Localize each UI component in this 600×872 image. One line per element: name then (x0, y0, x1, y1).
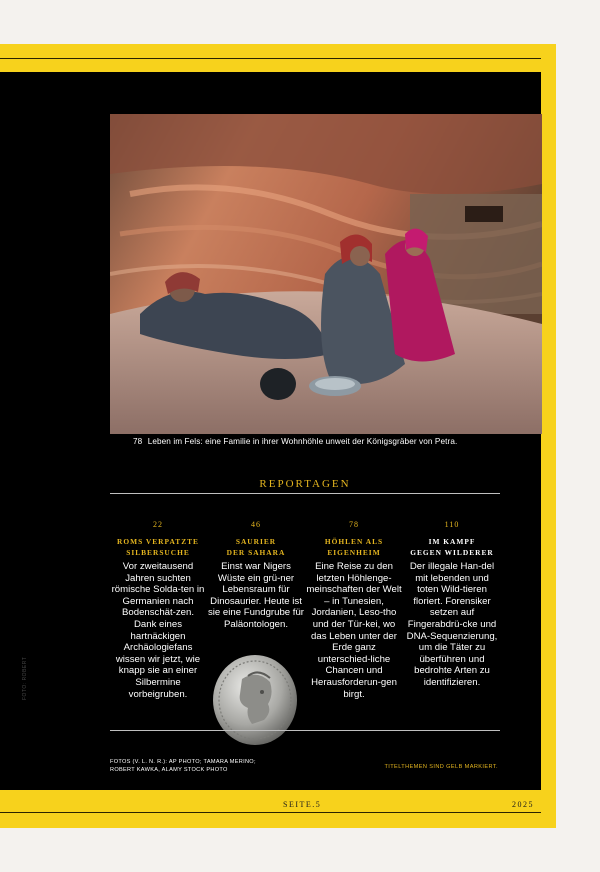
article-teaser: Vor zweitausend Jahren suchten römische Solda-ten in Germanien nach Bodenschät-zen. Dank eines hartnäckigen Archäologiefans wissen wir jetzt, wie knapp sie an einer Silbermine vorbeigruben. (111, 561, 205, 700)
frame-rule-bottom (0, 812, 541, 813)
caption-text: Leben im Fels: eine Familie in ihrer Wohnhöhle unweit der Königsgräber von Petra. (147, 437, 458, 446)
section-rule-bottom (110, 730, 500, 731)
roman-coin-image (212, 654, 298, 746)
article-title: ROMS VERPATZTE SILBERSUCHE (117, 537, 199, 557)
footer-page-label: SEITE.5 (283, 800, 322, 809)
cover-photo[interactable] (110, 114, 542, 434)
side-credit: FOTO: ROBERT (22, 656, 28, 700)
article-title: SAURIER DER SAHARA (226, 537, 286, 557)
article-title: HÖHLEN ALS EIGENHEIM (324, 537, 384, 557)
article-page-number: 78 (349, 520, 359, 529)
article-saurier[interactable] (208, 520, 304, 631)
legend-note: TITELTHEMEN SIND GELB MARKIERT. (384, 764, 498, 770)
article-hoehlen[interactable] (306, 520, 402, 700)
section-rule-top (110, 493, 500, 494)
photo-credits: FOTOS (V. L. N. R.): AP PHOTO; TAMARA MERINO; ROBERT KAWKA, ALAMY STOCK PHOTO (110, 759, 256, 773)
article-page-number: 22 (153, 520, 163, 529)
article-page-number: 46 (251, 520, 261, 529)
footer-year: 2025 (512, 800, 534, 809)
photo-caption (133, 437, 533, 446)
frame-rule-top (0, 58, 541, 59)
caption-page-number: 78 (133, 437, 143, 446)
article-teaser: Einst war Nigers Wüste ein grü-ner Lebensraum für Dinosaurier. Heute ist sie eine Fundgrube für Paläontologen. (208, 561, 304, 630)
article-title: IM KAMPF GEGEN WILDERER (410, 537, 494, 557)
article-roms[interactable] (110, 520, 206, 700)
article-teaser: Der illegale Han-del mit lebenden und toten Wild-tieren floriert. Forensiker setzen auf Fingerabdrü-cke und DNA-Sequenzierung, um die Täter zu überführen und bedrohte Arten zu identifizieren. (406, 561, 498, 688)
section-title: REPORTAGEN (259, 478, 351, 490)
article-teaser: Eine Reise zu den letzten Höhlenge-meinschaften der Welt – in Tunesien, Jordanien, Leso-tho und der Tür-kei, wo das Leben unter der Erde ganz unterschied-liche Chancen und Herausforderun-gen birgt. (306, 561, 402, 700)
article-wilderer[interactable] (404, 520, 500, 689)
article-page-number: 110 (444, 520, 460, 529)
